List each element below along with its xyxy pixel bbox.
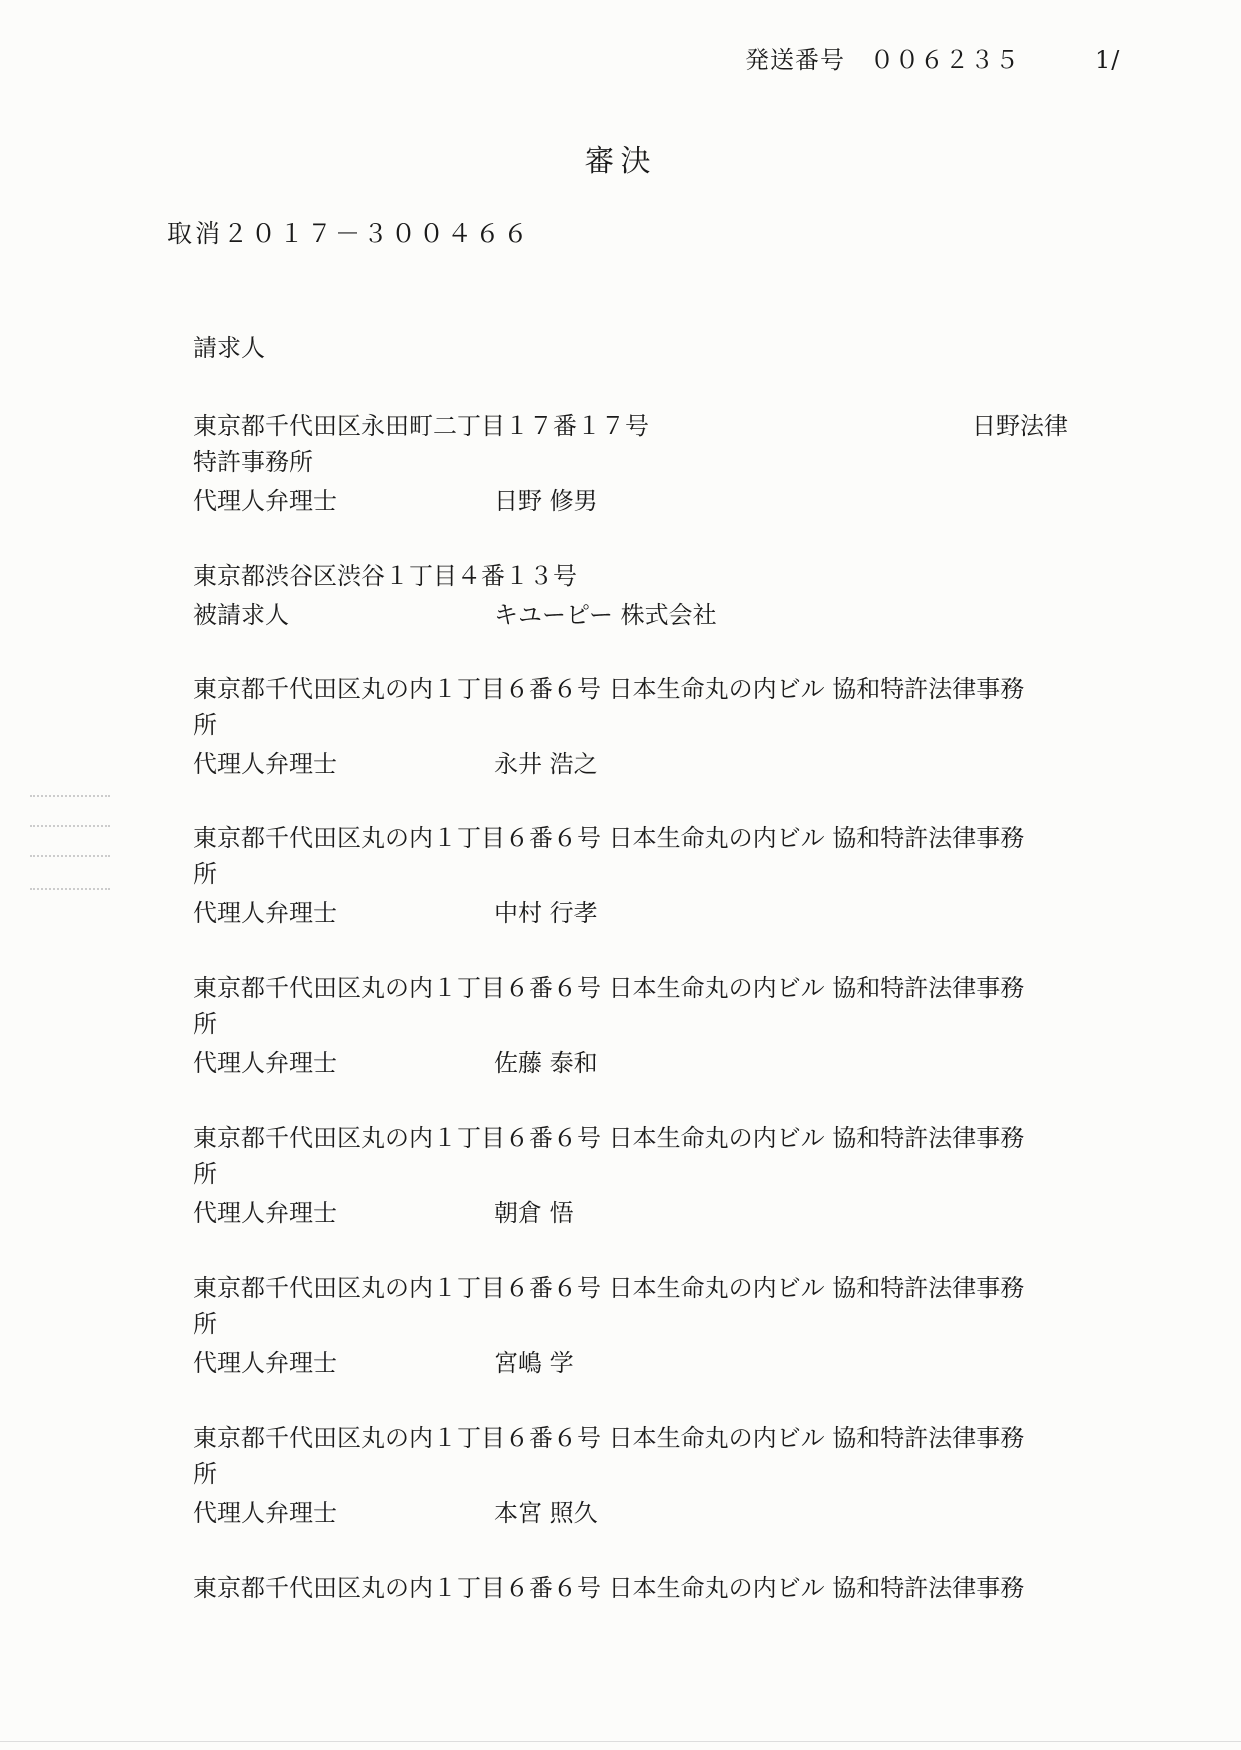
agent-address: 東京都千代田区丸の内１丁目６番６号 日本生命丸の内ビル 協和特許法律事務 xyxy=(193,1124,1025,1152)
claimant-address: 東京都千代田区永田町二丁目１７番１７号 xyxy=(193,412,649,440)
scan-artifact xyxy=(30,888,110,890)
agent-address-cont: 所 xyxy=(193,1160,217,1188)
respondent-name: キユーピー 株式会社 xyxy=(494,601,717,629)
agent-role: 代理人弁理士 xyxy=(193,750,337,778)
agent-address-cont: 所 xyxy=(193,860,217,888)
agent-address: 東京都千代田区丸の内１丁目６番６号 日本生命丸の内ビル 協和特許法律事務 xyxy=(193,1424,1025,1452)
agent-name: 永井 浩之 xyxy=(494,750,598,778)
respondent-address: 東京都渋谷区渋谷１丁目４番１３号 xyxy=(193,562,577,590)
claimant-address-tail: 日野法律 xyxy=(972,412,1068,440)
agent-role: 代理人弁理士 xyxy=(193,899,337,927)
agent-name: 本宮 照久 xyxy=(494,1499,598,1527)
agent-address: 東京都千代田区丸の内１丁目６番６号 日本生命丸の内ビル 協和特許法律事務 xyxy=(193,675,1025,703)
scan-artifact xyxy=(30,825,110,827)
case-number: 取消２０１７－３００４６６ xyxy=(167,219,532,248)
last-agent-address: 東京都千代田区丸の内１丁目６番６号 日本生命丸の内ビル 協和特許法律事務 xyxy=(193,1574,1025,1602)
agent-role: 代理人弁理士 xyxy=(193,1349,337,1377)
agent-name: 佐藤 泰和 xyxy=(494,1049,598,1077)
scan-artifact xyxy=(30,795,110,797)
dispatch-number: ００６２３５ xyxy=(870,46,1020,74)
agent-address-cont: 所 xyxy=(193,711,217,739)
dispatch-header xyxy=(745,40,1120,75)
agent-role: 代理人弁理士 xyxy=(193,1199,337,1227)
dispatch-label: 発送番号 xyxy=(745,46,845,74)
claimant-agent-role: 代理人弁理士 xyxy=(193,487,337,515)
claimant-office: 特許事務所 xyxy=(193,448,313,476)
agent-address: 東京都千代田区丸の内１丁目６番６号 日本生命丸の内ビル 協和特許法律事務 xyxy=(193,974,1025,1002)
agent-role: 代理人弁理士 xyxy=(193,1049,337,1077)
claimant-heading: 請求人 xyxy=(193,334,265,362)
respondent-role: 被請求人 xyxy=(193,601,289,629)
agent-address: 東京都千代田区丸の内１丁目６番６号 日本生命丸の内ビル 協和特許法律事務 xyxy=(193,1274,1025,1302)
agent-address: 東京都千代田区丸の内１丁目６番６号 日本生命丸の内ビル 協和特許法律事務 xyxy=(193,824,1025,852)
claimant-agent-name: 日野 修男 xyxy=(494,487,598,515)
agent-address-cont: 所 xyxy=(193,1460,217,1488)
agent-role: 代理人弁理士 xyxy=(193,1499,337,1527)
agent-name: 朝倉 悟 xyxy=(494,1199,574,1227)
page-number: 1/ xyxy=(1095,46,1121,74)
agent-address-cont: 所 xyxy=(193,1310,217,1338)
page-edge xyxy=(0,1741,1241,1742)
agent-name: 中村 行孝 xyxy=(494,899,598,927)
scan-artifact xyxy=(30,855,110,857)
agent-address-cont: 所 xyxy=(193,1010,217,1038)
document-title: 審決 xyxy=(584,144,657,179)
agent-name: 宮嶋 学 xyxy=(494,1349,574,1377)
